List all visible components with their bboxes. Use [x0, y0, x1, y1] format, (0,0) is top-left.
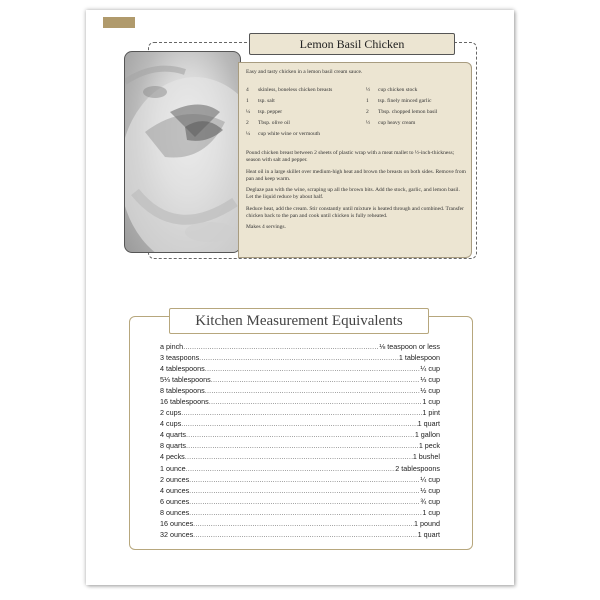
measurement-row: [160, 396, 440, 407]
measurement-from: 8 ounces: [160, 507, 190, 517]
measurement-from: 16 ounces: [160, 518, 194, 528]
measurement-row: [160, 352, 440, 363]
ingredient-item: ½ cup chicken stock: [366, 87, 418, 93]
measurement-row: [160, 485, 440, 496]
dot-leader: [199, 352, 399, 363]
dot-leader: [186, 429, 415, 440]
measurement-to: 1 pint: [422, 408, 440, 418]
measurement-to: 2 tablespoons: [395, 463, 440, 473]
dot-leader: [189, 474, 420, 485]
recipe-photo: [124, 51, 241, 253]
measurement-from: 4 ounces: [160, 485, 190, 495]
measurement-from: a pinch: [160, 342, 184, 351]
dot-leader: [189, 485, 420, 496]
measurement-row: [160, 496, 440, 507]
measurement-from: 4 cups: [160, 419, 182, 429]
measurement-title: Kitchen Measurement Equivalents: [169, 308, 429, 334]
recipe-servings: Makes 4 servings.: [246, 224, 286, 231]
measurement-row: [160, 529, 440, 540]
chicken-plate-image: [125, 52, 240, 252]
ingredients-right-column: [366, 85, 437, 129]
measurement-row: [160, 407, 440, 418]
recipe-steps: [246, 150, 466, 236]
measurement-from: 1 ounce: [160, 463, 186, 473]
measurement-to: 1 quart: [417, 419, 440, 429]
dot-leader: [205, 385, 421, 396]
measurement-from: 2 ounces: [160, 474, 190, 484]
measurement-to: 1 tablespoon: [398, 353, 440, 363]
dot-leader: [209, 396, 423, 407]
measurement-from: 8 quarts: [160, 441, 186, 451]
measurement-to: 1 bushel: [412, 452, 440, 462]
measurement-to: ¼ cup: [420, 364, 440, 374]
measurement-to: ½ cup: [420, 485, 440, 495]
dot-leader: [193, 518, 414, 529]
measurement-from: 8 tablespoons: [160, 386, 205, 396]
measurement-to: 1 cup: [422, 397, 440, 407]
measurement-from: 4 tablespoons: [160, 364, 205, 374]
measurement-from: 2 cups: [160, 408, 182, 418]
measurement-to: 1 gallon: [414, 430, 440, 440]
measurement-from: 16 tablespoons: [160, 397, 209, 407]
measurement-to: 1 quart: [417, 529, 440, 539]
dot-leader: [185, 451, 413, 462]
measurement-from: 4 pecks: [160, 452, 185, 462]
ingredients-left-column: [246, 85, 332, 140]
dot-leader: [181, 407, 422, 418]
dot-leader: [186, 463, 396, 474]
measurement-row: [160, 385, 440, 396]
recipe-title: Lemon Basil Chicken: [249, 33, 455, 55]
measurement-row: [160, 374, 440, 385]
recipe-step: Deglaze pan with the wine, scraping up all the brown bits. Add the stock, garlic, and lemon basil. Let the liquid reduce by about half.: [246, 187, 460, 201]
measurement-to: 1 peck: [418, 441, 440, 451]
ingredient-item: 2 Tbsp. chopped lemon basil: [366, 109, 438, 115]
dot-leader: [189, 507, 422, 518]
ingredient-item: 1 tsp. salt: [246, 98, 275, 104]
measurement-row: [160, 341, 440, 352]
measurement-to: ⅓ cup: [420, 375, 440, 385]
measurement-list: [160, 341, 440, 540]
measurement-row: [160, 429, 440, 440]
ingredient-item: ¼ cup white wine or vermouth: [246, 131, 321, 137]
measurement-from: 4 quarts: [160, 430, 186, 440]
dot-leader: [193, 529, 417, 540]
recipe-step: Heat oil in a large skillet over medium-high heat and brown the breasts on both sides. Remove from pan and keep warm.: [246, 168, 466, 182]
dot-leader: [181, 418, 417, 429]
measurement-row: [160, 507, 440, 518]
measurement-from: 32 ounces: [160, 529, 194, 539]
measurement-from: 6 ounces: [160, 496, 190, 506]
dot-leader: [205, 363, 421, 374]
ingredient-item: 1 tsp. finely minced garlic: [366, 98, 432, 104]
recipe-step: Reduce heat, add the cream. Stir constantly until mixture is heated through and combined. Transfer chicken back to the pan and cook until chicken is fully reheated.: [246, 205, 464, 220]
measurement-row: [160, 440, 440, 451]
measurement-from: 5⅓ tablespoons: [160, 375, 211, 385]
ingredient-item: 4 skinless, boneless chicken breasts: [246, 87, 333, 93]
recipe-intro: Easy and tasty chicken in a lemon basil cream sauce.: [246, 69, 363, 75]
measurement-to: 1 pound: [414, 518, 440, 528]
measurement-from: 3 teaspoons: [160, 353, 200, 363]
measurement-row: [160, 418, 440, 429]
measurement-to: ¼ cup: [420, 474, 440, 484]
measurement-row: [160, 451, 440, 462]
dot-leader: [211, 374, 421, 385]
dot-leader: [186, 440, 419, 451]
dot-leader: [183, 341, 379, 352]
ingredient-item: 2 Tbsp. olive oil: [246, 120, 290, 126]
measurement-to: ⅛ teaspoon or less: [379, 342, 440, 351]
measurement-to: ¾ cup: [420, 496, 440, 506]
measurement-row: [160, 363, 440, 374]
page-tab-marker: [103, 17, 135, 28]
measurement-to: 1 cup: [422, 507, 440, 517]
recipe-step: Pound chicken breast between 2 sheets of plastic wrap with a meat mallet to ½-inch-thickness; season with salt and pepper.: [246, 150, 455, 164]
dot-leader: [189, 496, 420, 507]
measurement-to: ½ cup: [420, 386, 440, 396]
measurement-row: [160, 474, 440, 485]
measurement-row: [160, 518, 440, 529]
ingredient-item: ¼ tsp. pepper: [246, 109, 283, 115]
ingredient-item: ½ cup heavy cream: [366, 120, 416, 126]
measurement-row: [160, 463, 440, 474]
